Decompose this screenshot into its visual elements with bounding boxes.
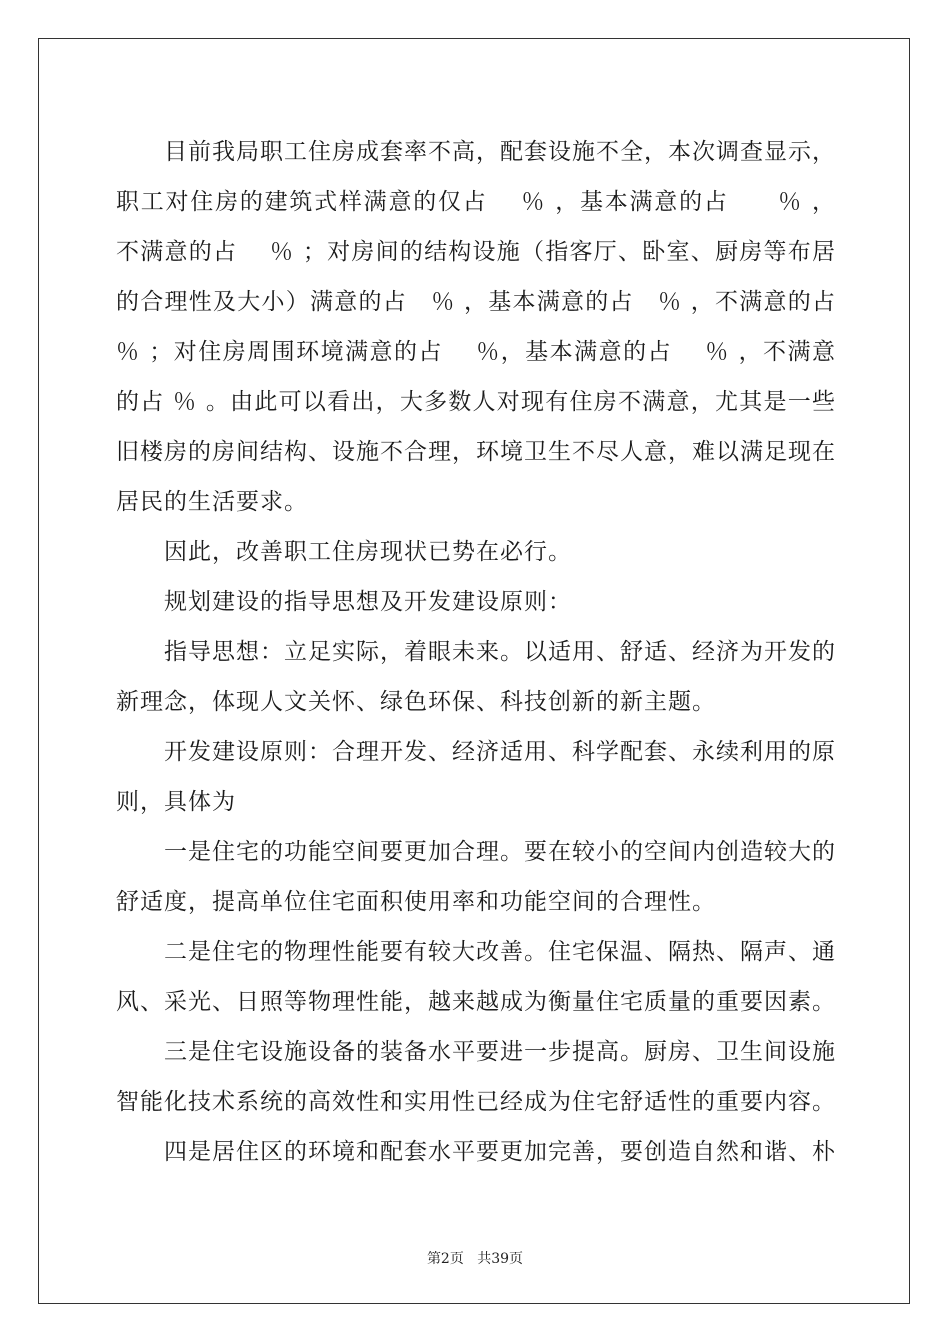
paragraph-survey-results: 目前我局职工住房成套率不高，配套设施不全，本次调查显示，职工对住房的建筑式样满意的仅占 ％ ，基本满意的占 ％ ，不满意的占 ％ ；对房间的结构设施（指客厅、卧室、厨房等布居的合理性及大小）满意的占 ％ ，基本满意的占 ％ ，不满意的占 ％ ；对住房周围环境满意的占 ％，基本满意的占 ％ ，不满意的占 ％ 。由此可以看出，大多数人对现有住房不满意，尤其是一些旧楼房的房间结构、设施不合理，环境卫生不尽人意，难以满足现在居民的生活要求。 [116, 139, 869, 515]
page-number: 第2页 [426, 1251, 464, 1267]
paragraph-point-three: 三是住宅设施设备的装备水平要进一步提高。厨房、卫生间设施智能化技术系统的高效性和实用性已经成为住宅舒适性的重要内容。 [116, 1039, 836, 1115]
paragraph-development-principles: 开发建设原则：合理开发、经济适用、科学配套、永续利用的原则，具体为 [116, 739, 836, 815]
document-body [116, 127, 869, 1177]
paragraph-guiding-ideology: 指导思想：立足实际，着眼未来。以适用、舒适、经济为开发的新理念，体现人文关怀、绿色环保、科技创新的新主题。 [116, 639, 836, 715]
paragraph-planning-heading: 规划建设的指导思想及开发建设原则： [164, 589, 572, 615]
paragraph-point-four: 四是居住区的环境和配套水平要更加完善，要创造自然和谐、朴 [164, 1139, 836, 1165]
page-total: 共39页 [477, 1251, 524, 1267]
paragraph-conclusion: 因此，改善职工住房现状已势在必行。 [164, 539, 572, 565]
paragraph-point-one: 一是住宅的功能空间要更加合理。要在较小的空间内创造较大的舒适度，提高单位住宅面积使用率和功能空间的合理性。 [116, 839, 836, 915]
page-footer [0, 1248, 950, 1268]
paragraph-point-two: 二是住宅的物理性能要有较大改善。住宅保温、隔热、隔声、通风、采光、日照等物理性能，越来越成为衡量住宅质量的重要因素。 [116, 939, 836, 1015]
